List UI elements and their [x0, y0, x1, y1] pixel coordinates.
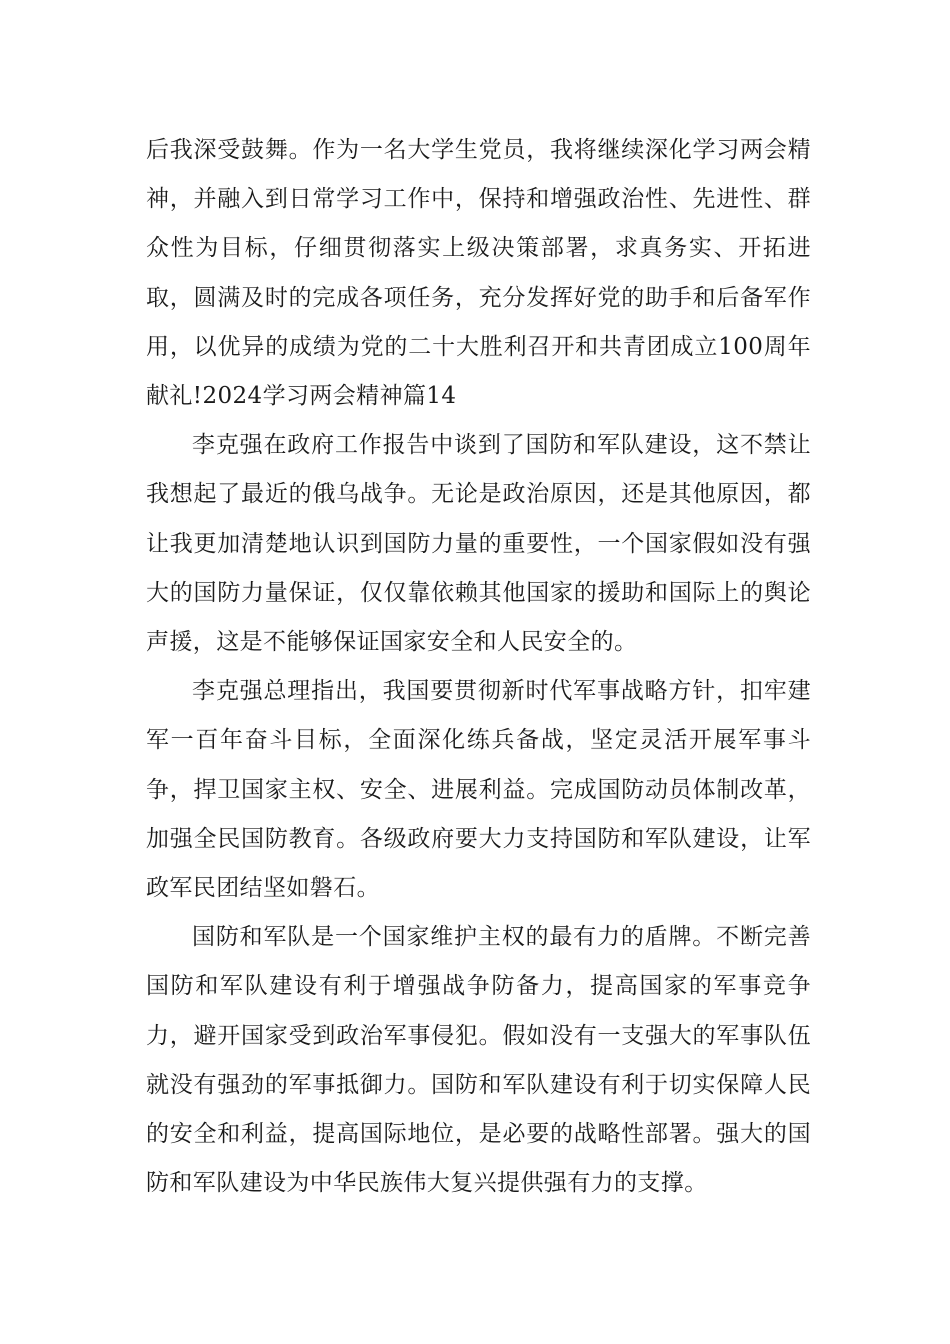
paragraph-national-defense-intro: 李克强在政府工作报告中谈到了国防和军队建设，这不禁让我想起了最近的俄乌战争。无论是政治原因，还是其他原因，都让我更加清楚地认识到国防力量的重要性，一个国家假如没有强大的国防力量保证，仅仅靠依赖其他国家的援助和国际上的舆论声援，这是不能够保证国家安全和人民安全的。: [146, 432, 811, 656]
paragraph-military-strategy: 李克强总理指出，我国要贯彻新时代军事战略方针，扣牢建军一百年奋斗目标，全面深化练兵备战，坚定灵活开展军事斗争，捍卫国家主权、安全、进展利益。完成国防动员体制改革，加强全民国防教育。各级政府要大力支持国防和军队建设，让军政军民团结坚如磐石。: [146, 678, 811, 902]
document-body: [146, 126, 811, 1208]
paragraph-defense-significance: 国防和军队是一个国家维护主权的最有力的盾牌。不断完善国防和军队建设有利于增强战争防备力，提高国家的军事竞争力，避开国家受到政治军事侵犯。假如没有一支强大的军事队伍就没有强劲的军事抵御力。国防和军队建设有利于切实保障人民的安全和利益，提高国际地位，是必要的战略性部署。强大的国防和军队建设为中华民族伟大复兴提供强有力的支撑。: [146, 924, 811, 1197]
paragraph-continuation: 后我深受鼓舞。作为一名大学生党员，我将继续深化学习两会精神，并融入到日常学习工作中，保持和增强政治性、先进性、群众性为目标，仔细贯彻落实上级决策部署，求真务实、开拓进取，圆满及时的完成各项任务，充分发挥好党的助手和后备军作用，以优异的成绩为党的二十大胜利召开和共青团成立100周年献礼!2024学习两会精神篇14: [146, 137, 811, 410]
